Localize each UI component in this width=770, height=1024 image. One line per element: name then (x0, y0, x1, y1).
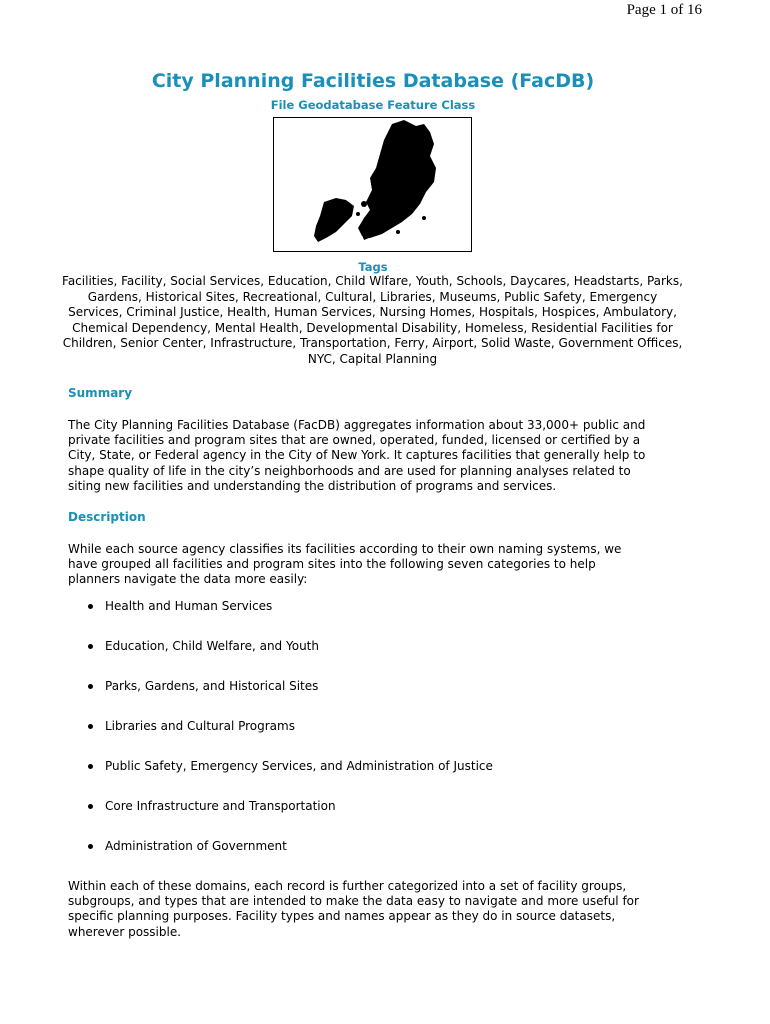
description-intro: While each source agency classifies its facilities according to their own naming systems, we have grouped all facilities and program sites into the following seven categories to help planners navigate the data more easily: (68, 542, 622, 587)
list-item (88, 798, 493, 838)
bullet-icon (88, 604, 93, 609)
category-list (88, 598, 493, 878)
list-item (88, 638, 493, 678)
description-outro: Within each of these domains, each record is further categorized into a set of facility groups, subgroups, and types that are intended to make the data easy to navigate and more useful for specific planning purposes. Facility types and names appear as they do in source datasets, wherever possible. (68, 879, 639, 939)
category-label: Education, Child Welfare, and Youth (105, 639, 319, 653)
category-label: Administration of Government (105, 839, 287, 853)
bullet-icon (88, 644, 93, 649)
description-heading: Description (68, 510, 146, 524)
category-label: Parks, Gardens, and Historical Sites (105, 679, 319, 693)
bullet-icon (88, 724, 93, 729)
summary-heading: Summary (68, 386, 133, 400)
document-subtitle: File Geodatabase Feature Class (270, 98, 476, 112)
document-title: City Planning Facilities Database (FacDB) (151, 70, 595, 92)
tags-list: Facilities, Facility, Social Services, Education, Child Wlfare, Youth, Schools, Daycares, Headstarts, Parks, Gardens, Historical Sites, Recreational, Cultural, Libraries, Museums, Public Safety, Emergency Services, Criminal Justice, Health, Human Services, Nursing Homes, Hospitals, Hospices, Ambulatory, Chemical Dependency, Mental Health, Developmental Disability, Homeless, Residential Facilities for Children, Senior Center, Infrastructure, Transportation, Ferry, Airport, Solid Waste, Government Offices, NYC, Capital Planning (62, 274, 683, 366)
list-item (88, 838, 493, 878)
bullet-icon (88, 804, 93, 809)
list-item (88, 678, 493, 718)
bullet-icon (88, 844, 93, 849)
list-item (88, 598, 493, 638)
category-label: Libraries and Cultural Programs (105, 719, 295, 733)
list-item (88, 758, 493, 798)
list-item (88, 718, 493, 758)
summary-text: The City Planning Facilities Database (FacDB) aggregates information about 33,000+ public and private facilities and program sites that are owned, operated, funded, licensed or certified by a City, State, or Federal agency in the City of New York. It captures facilities that generally help to shape quality of life in the city’s neighborhoods and are used for planning analyses related to siting new facilities and understanding the distribution of programs and services. (68, 418, 646, 493)
page-number: Page 1 of 16 (626, 2, 702, 18)
map-thumbnail (273, 117, 472, 252)
bullet-icon (88, 684, 93, 689)
category-label: Public Safety, Emergency Services, and Administration of Justice (105, 759, 493, 773)
tags-heading: Tags (358, 260, 388, 274)
nyc-map-icon (274, 118, 471, 251)
bullet-icon (88, 764, 93, 769)
category-label: Core Infrastructure and Transportation (105, 799, 336, 813)
category-label: Health and Human Services (105, 599, 273, 613)
